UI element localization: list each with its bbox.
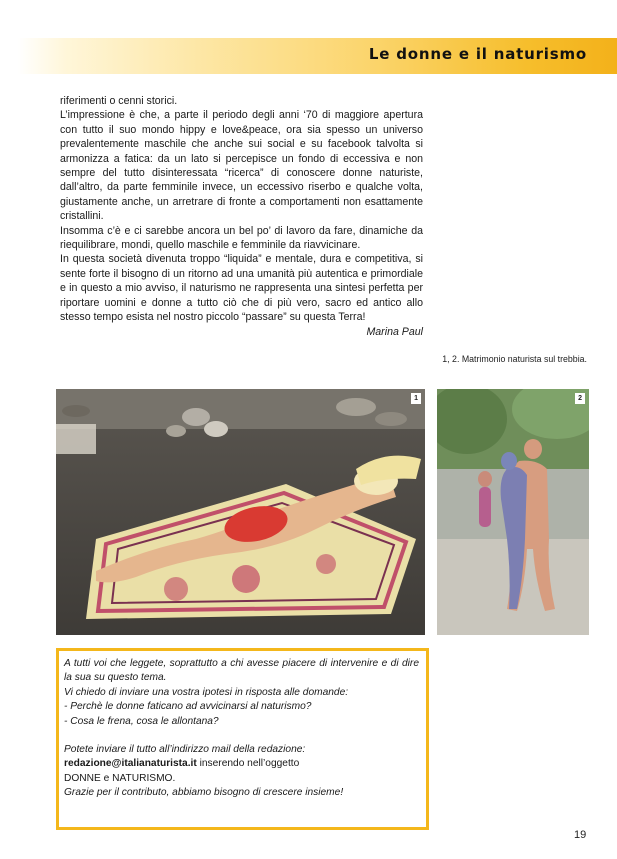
callout-subject: DONNE e NATURISMO. — [64, 772, 176, 784]
photo-beach-sunbather — [56, 389, 425, 635]
article-paragraph: In questa società divenuta troppo “liquida” e mentale, dura e competitiva, si sente forte il bisogno di un ritorno ad una umanità più autentica e primordiale e in questo a mio avviso, il naturismo ne rappresenta una sintesi perfetta per riportare uomini e donne a tutto ciò che di più vero, sacro ed antico allo stesso tempo esista nel nostro piccolo “passare” su questa Terra! — [60, 253, 423, 324]
photo-couple-embrace — [437, 389, 589, 635]
page-number: 19 — [574, 829, 587, 841]
callout-request: Vi chiedo di inviare una vostra ipotesi in risposta alle domande: — [64, 686, 349, 698]
callout-spacer — [64, 729, 419, 743]
photo-caption: 1, 2. Matrimonio naturista sul trebbia. — [442, 354, 587, 364]
callout-thanks: Grazie per il contributo, abbiamo bisogno di crescere insieme! — [64, 787, 344, 799]
photo-number-2: 2 — [575, 393, 585, 404]
reader-callout-box — [56, 648, 429, 830]
callout-email-line — [64, 757, 419, 771]
article-paragraph: Insomma c’è e ci sarebbe ancora un bel po’ di lavoro da fare, dinamiche da riequilibrare, mondi, quello maschile e femminile da riavvicinare. — [60, 224, 423, 252]
section-title: Le donne e il naturismo — [368, 45, 587, 63]
editorial-email-link[interactable]: redazione@italianaturista.it — [64, 758, 197, 770]
callout-subject-text: inserendo nell’oggetto — [196, 758, 300, 770]
photo-1-illustration — [56, 389, 425, 635]
article-author: Marina Paul — [366, 325, 423, 338]
photo-number-1: 1 — [411, 393, 421, 404]
article-body — [60, 94, 423, 339]
callout-intro: A tutti voi che leggete, soprattutto a chi avesse piacere di intervenire e di dire la sua su questo tema. — [64, 658, 419, 684]
callout-question-2: - Cosa le frena, cosa le allontana? — [64, 715, 219, 727]
photo-2-illustration — [437, 389, 589, 635]
callout-send-text: Potete inviare il tutto all’indirizzo mail della redazione: — [64, 744, 306, 756]
article-paragraph: L’impressione è che, a parte il periodo degli anni ‘70 di maggiore apertura con tutto il suo mondo hippy e love&peace, ora sia spesso un universo prevalentemente maschile che anche sui social e su facebook talvolta si armonizza a fatica: da un lato si percepisce un fondo di eccessiva e non sempre del tutto disinteressata “ricerca” di conoscere donne naturiste, dall’altro, da parte femminile invece, un eccessivo riserbo e qualche volta, giustamente anche, un arretrare di fronte a comportamenti non esattamente cristallini. — [60, 109, 423, 223]
article-paragraph: riferimenti o cenni storici. — [60, 95, 178, 107]
callout-question-1: - Perchè le donne faticano ad avvicinarsi al naturismo? — [64, 701, 312, 713]
